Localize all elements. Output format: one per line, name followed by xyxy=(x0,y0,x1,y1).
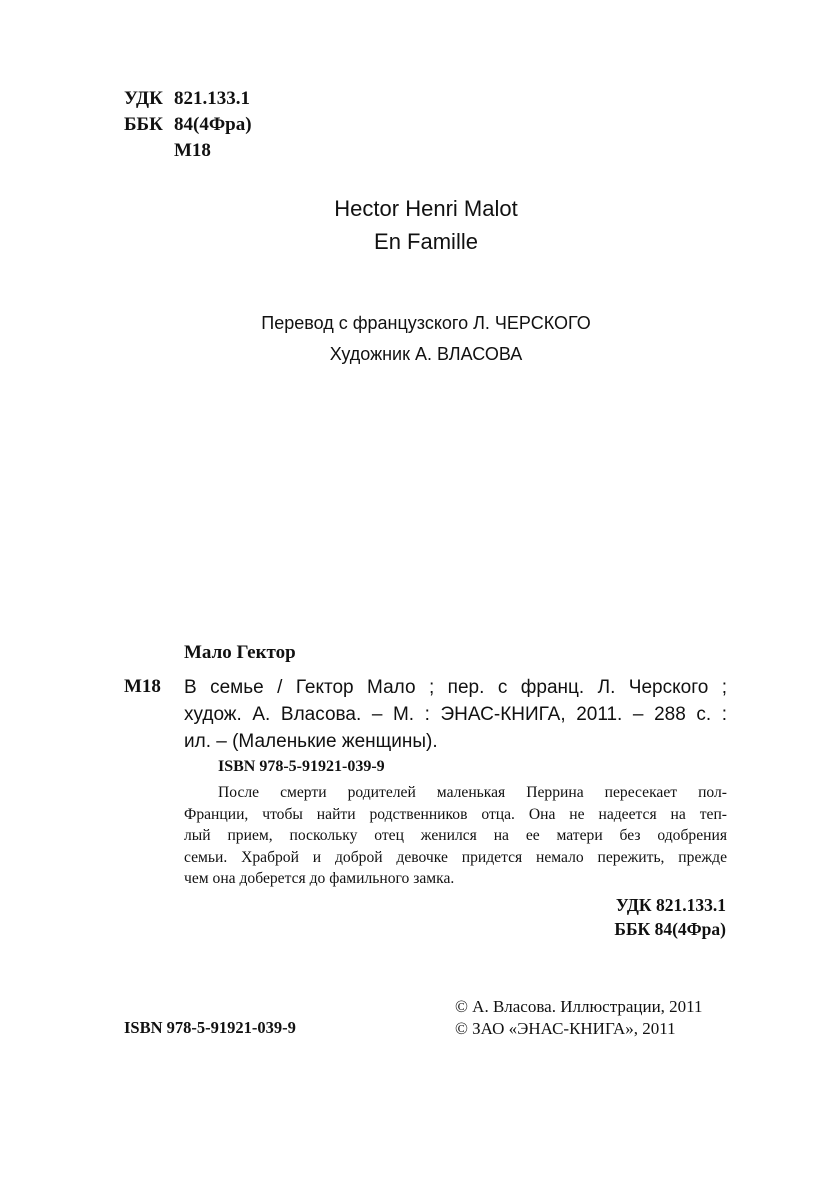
card-cutter-code: М18 xyxy=(124,676,161,697)
udk-row xyxy=(124,86,252,112)
cutter-code: М18 xyxy=(174,140,211,161)
classification-header xyxy=(124,86,252,164)
bibliographic-description xyxy=(184,674,727,755)
bbk-label: ББК xyxy=(124,114,163,135)
card-classification xyxy=(614,893,726,941)
annotation-line: чем она доберется до фамильного замка. xyxy=(184,870,455,887)
annotation-line: лый прием, поскольку отец женился на ее матери без одобрения xyxy=(184,827,727,844)
annotation-line: Франции, чтобы найти родственников отца. Она не надеется на теп- xyxy=(184,805,727,823)
annotation xyxy=(184,782,727,890)
copyright-publisher: © ЗАО «ЭНАС-КНИГА», 2011 xyxy=(455,1019,676,1038)
udk-label: УДК xyxy=(124,88,163,109)
illustrator-credit: Художник А. ВЛАСОВА xyxy=(329,344,523,364)
translator-credit: Перевод с французского Л. ЧЕРСКОГО xyxy=(261,313,591,333)
footer-isbn: ISBN 978-5-91921-039-9 xyxy=(124,1018,296,1037)
card-bbk: ББК 84(4Фра) xyxy=(614,919,726,939)
description-line: В семье / Гектор Мало ; пер. с франц. Л. Черского ; xyxy=(184,677,727,698)
udk-value: 821.133.1 xyxy=(174,88,250,109)
original-title: En Famille xyxy=(374,229,478,254)
original-author: Hector Henri Malot xyxy=(334,196,518,221)
description-line: ил. – (Маленькие женщины). xyxy=(184,731,438,752)
annotation-line: После смерти родителей маленькая Перрина пересекает пол- xyxy=(218,784,727,801)
card-author: Мало Гектор xyxy=(184,642,296,663)
card-udk: УДК 821.133.1 xyxy=(615,895,726,915)
copyright-block xyxy=(455,996,703,1040)
bbk-row xyxy=(124,112,252,138)
card-isbn: ISBN 978-5-91921-039-9 xyxy=(218,758,385,775)
copyright-illustrations: © А. Власова. Иллюстрации, 2011 xyxy=(455,997,703,1016)
annotation-line: семьи. Храброй и доброй девочке придется немало пережить, прежде xyxy=(184,848,727,866)
description-line: худож. А. Власова. – М. : ЭНАС-КНИГА, 2011. – 288 с. : xyxy=(184,704,727,725)
bbk-value: 84(4Фра) xyxy=(174,114,252,135)
